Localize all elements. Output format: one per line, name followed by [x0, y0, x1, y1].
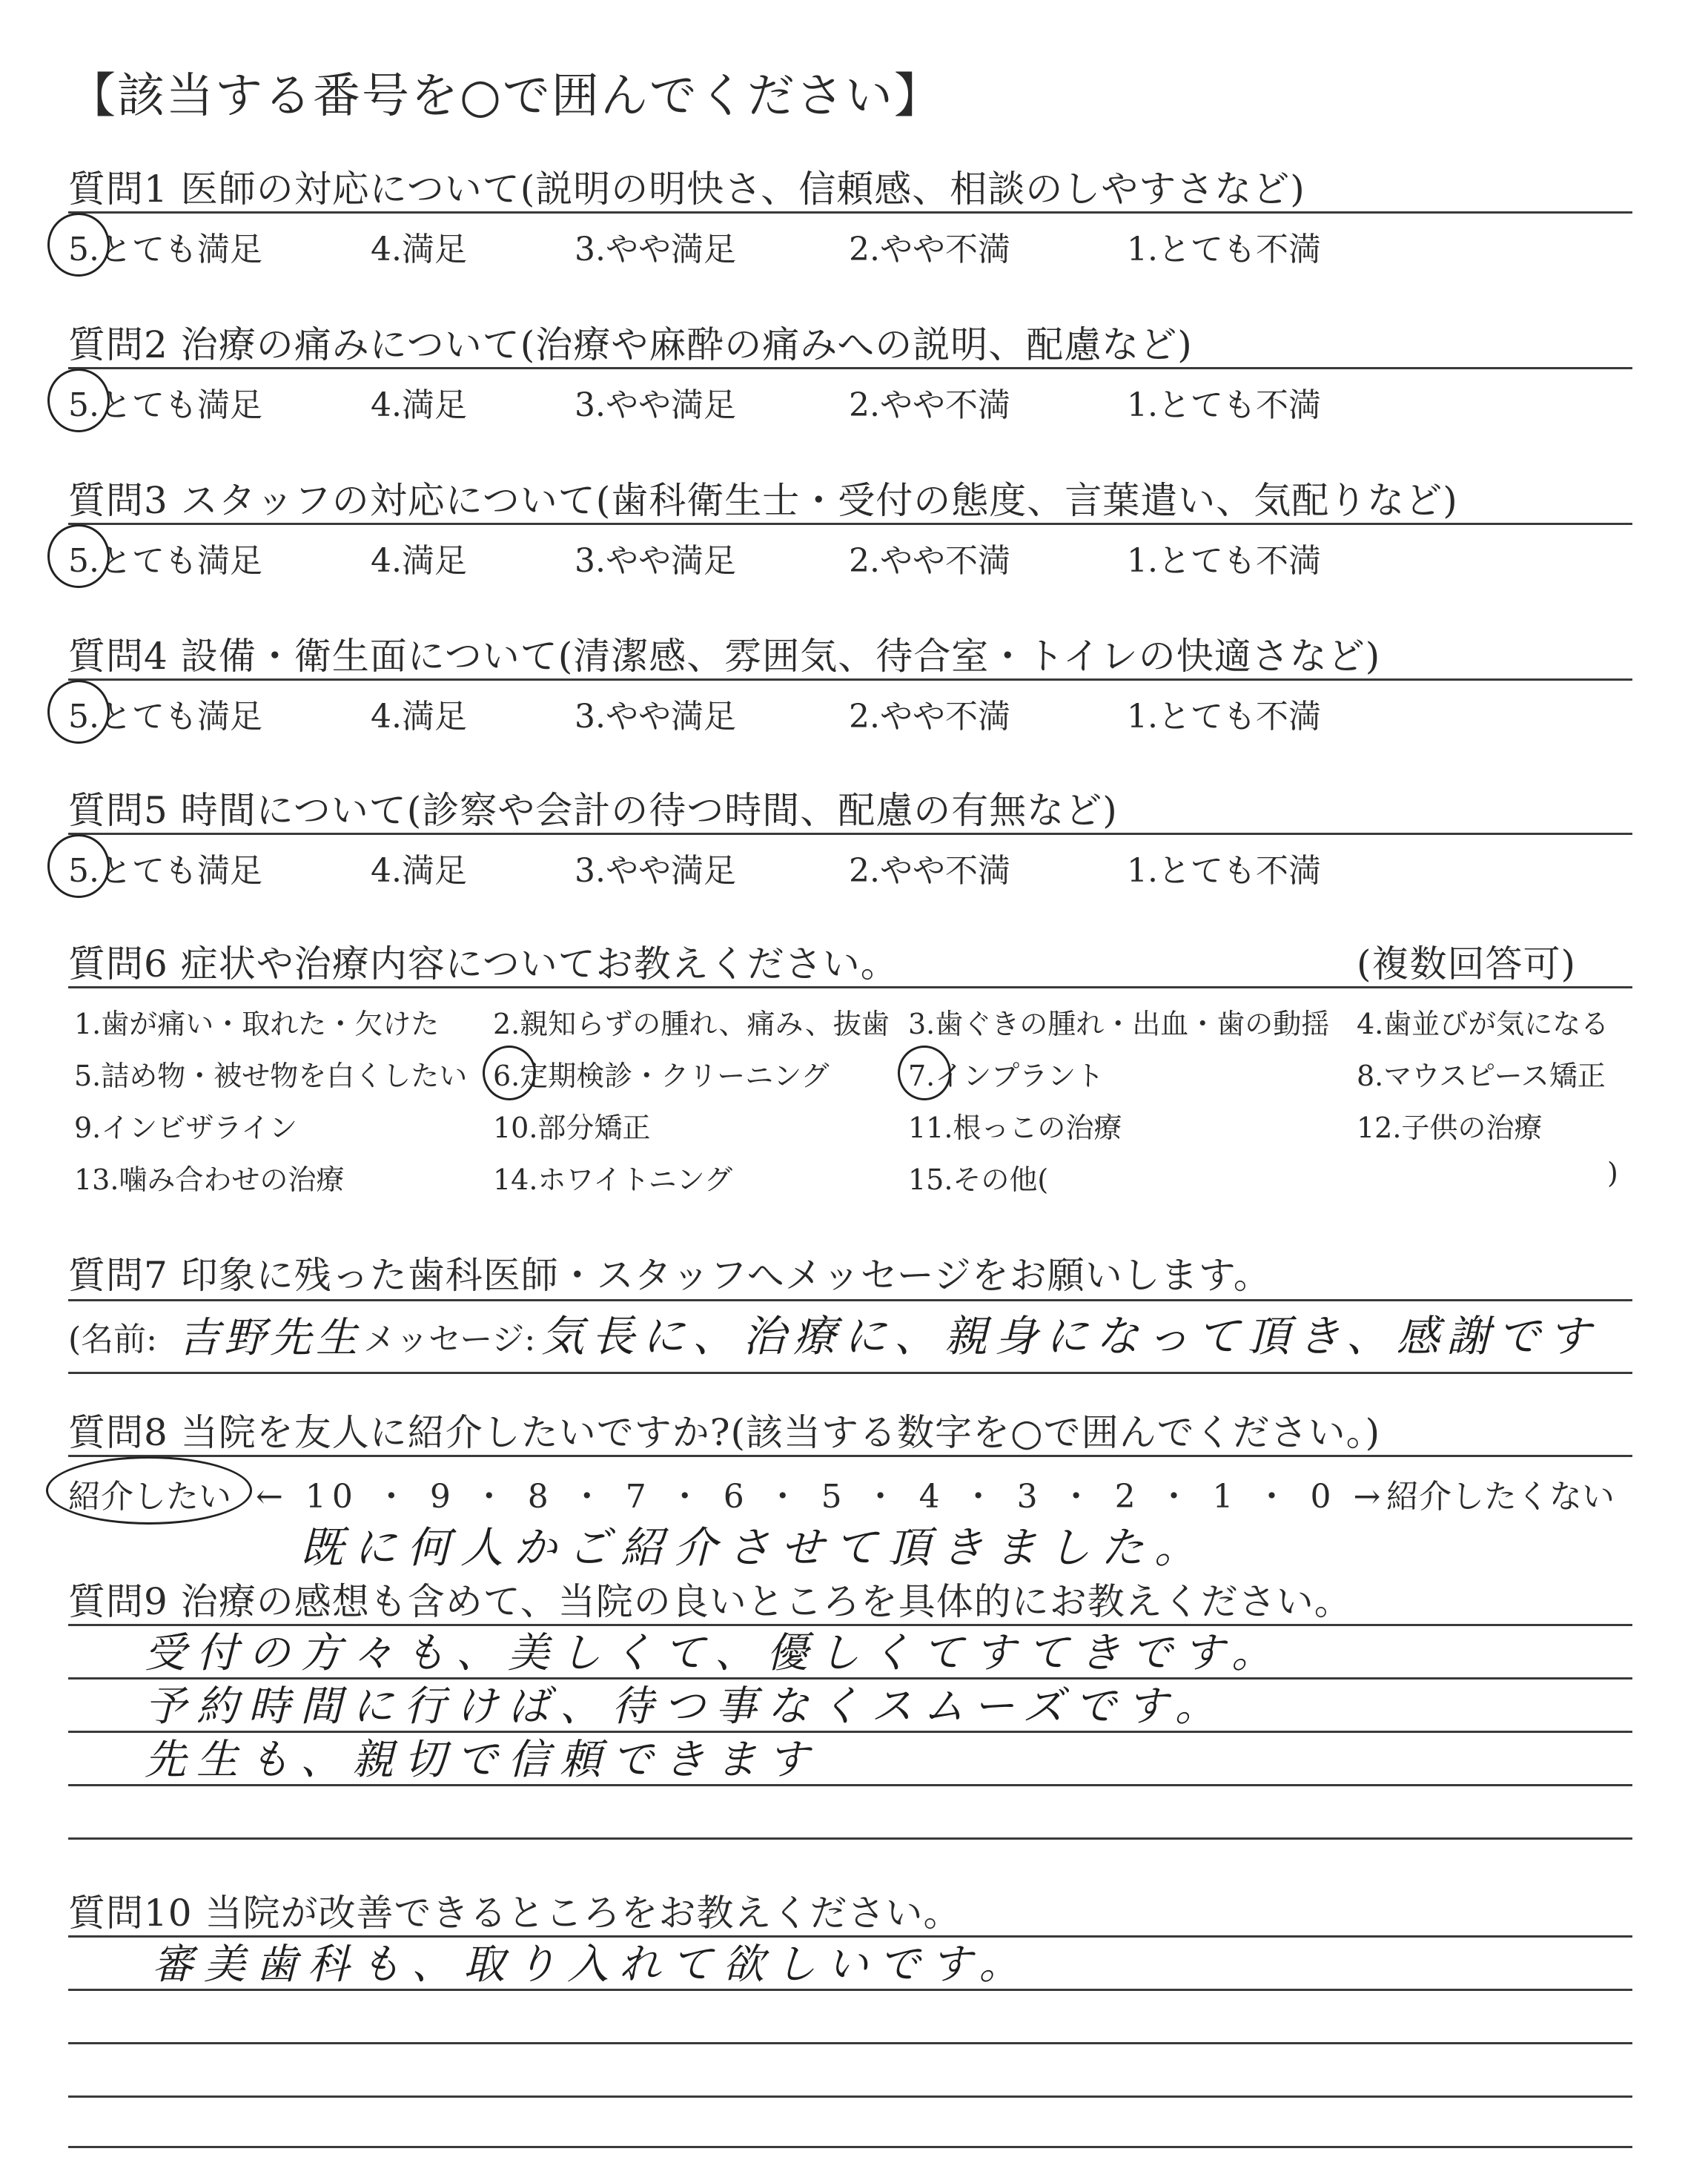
q7-name-value: 吉野先生 — [178, 1314, 362, 1362]
q8-left-label-circle — [46, 1456, 252, 1525]
q6-option-12[interactable]: 12.子供の治療 — [1357, 1112, 1543, 1144]
q6-other-close-paren: ) — [1607, 1157, 1618, 1189]
q7-bottom-rule — [68, 1372, 1632, 1374]
q6-option-11[interactable]: 11.根っこの治療 — [908, 1112, 1122, 1144]
q4-option-2[interactable]: 2.やや不満 — [849, 698, 1010, 736]
q10-rule-4 — [68, 2095, 1632, 2098]
q4-option-4[interactable]: 4.満足 — [371, 698, 467, 736]
q6-option-15[interactable]: 15.その他( — [908, 1163, 1049, 1196]
q3-selection-circle — [47, 524, 110, 588]
q6-option-3[interactable]: 3.歯ぐきの腫れ・出血・歯の動揺 — [908, 1008, 1330, 1040]
q2-option-1[interactable]: 1.とても不満 — [1127, 386, 1321, 424]
q3-option-1[interactable]: 1.とても不満 — [1127, 542, 1321, 580]
q5-selection-circle — [47, 834, 110, 898]
q5-option-4[interactable]: 4.満足 — [371, 852, 467, 890]
q1-selection-circle — [47, 213, 110, 277]
q9-answer-1: 受付の方々も、美しくて、優しくてすてきです。 — [145, 1629, 1284, 1677]
q6-selection-circle-7 — [898, 1046, 951, 1100]
q8-scale: ← 10 ・ 9 ・ 8 ・ 7 ・ 6 ・ 5 ・ 4 ・ 3 ・ 2 ・ 1 ・ 0 → — [256, 1478, 1387, 1516]
q5-rule — [68, 833, 1632, 835]
q6-option-13[interactable]: 13.噛み合わせの治療 — [74, 1163, 345, 1196]
q1-title: 質問1 医師の対応について(説明の明快さ、信頼感、相談のしやすさなど) — [68, 168, 1305, 211]
q8-title: 質問8 当院を友人に紹介したいですか?(該当する数字を○で囲んでください。) — [68, 1411, 1381, 1454]
q1-option-1[interactable]: 1.とても不満 — [1127, 231, 1321, 268]
q1-rule — [68, 211, 1632, 214]
q3-option-4[interactable]: 4.満足 — [371, 542, 467, 580]
q4-title: 質問4 設備・衛生面について(清潔感、雰囲気、待合室・トイレの快適さなど) — [68, 635, 1381, 678]
q6-option-4[interactable]: 4.歯並びが気になる — [1357, 1008, 1609, 1040]
q9-rule-5 — [68, 1837, 1632, 1840]
q2-option-5[interactable]: 5.とても満足 — [68, 386, 262, 424]
q2-option-4[interactable]: 4.満足 — [371, 386, 467, 424]
q6-title: 質問6 症状や治療内容についてお教えください。 — [68, 942, 898, 985]
q5-option-2[interactable]: 2.やや不満 — [849, 852, 1010, 890]
q4-selection-circle — [47, 680, 110, 744]
q8-right-label: 紹介したくない — [1386, 1478, 1615, 1516]
q8-rule — [68, 1455, 1632, 1457]
q10-rule-3 — [68, 2042, 1632, 2044]
q2-selection-circle — [47, 369, 110, 432]
q6-rule — [68, 986, 1632, 988]
q6-option-6[interactable]: 6.定期検診・クリーニング — [493, 1060, 830, 1092]
q5-option-1[interactable]: 1.とても不満 — [1127, 852, 1321, 890]
q10-answer-1: 審美歯科も、取り入れて欲しいです。 — [152, 1941, 1031, 1989]
q10-rule-5 — [68, 2146, 1632, 2148]
q6-selection-circle-6 — [483, 1046, 536, 1100]
q3-title: 質問3 スタッフの対応について(歯科衛生士・受付の態度、言葉遣い、気配りなど) — [68, 479, 1458, 522]
q4-option-3[interactable]: 3.やや満足 — [575, 698, 736, 736]
q3-option-3[interactable]: 3.やや満足 — [575, 542, 736, 580]
q7-name-label: (名前: — [68, 1321, 157, 1358]
q6-option-14[interactable]: 14.ホワイトニング — [493, 1163, 733, 1196]
q6-option-8[interactable]: 8.マウスピース矯正 — [1357, 1060, 1606, 1092]
q2-rule — [68, 367, 1632, 369]
q6-option-7[interactable]: 7.インプラント — [908, 1060, 1105, 1092]
q10-title: 質問10 当院が改善できるところをお教えください。 — [68, 1892, 961, 1935]
q3-option-2[interactable]: 2.やや不満 — [849, 542, 1010, 580]
q7-message-label: メッセージ: — [363, 1321, 536, 1358]
q5-option-5[interactable]: 5.とても満足 — [68, 852, 262, 890]
q6-note: (複数回答可) — [1357, 942, 1577, 985]
q3-option-5[interactable]: 5.とても満足 — [68, 542, 262, 580]
q9-answer-3: 先生も、親切で信頼できます — [145, 1736, 819, 1784]
q7-message-value: 気長に、治療に、親身になって頂き、感謝です — [541, 1311, 1598, 1361]
q6-option-10[interactable]: 10.部分矯正 — [493, 1112, 651, 1144]
q1-option-3[interactable]: 3.やや満足 — [575, 231, 736, 268]
page-heading: 【該当する番号を○で囲んでください】 — [68, 69, 943, 124]
q8-handwritten: 既に何人かご紹介させて頂きました。 — [300, 1522, 1208, 1573]
q2-option-3[interactable]: 3.やや満足 — [575, 386, 736, 424]
q6-option-9[interactable]: 9.インビザライン — [74, 1112, 298, 1144]
q8-left-label: 紹介したい — [68, 1478, 231, 1516]
q4-option-1[interactable]: 1.とても不満 — [1127, 698, 1321, 736]
q6-option-2[interactable]: 2.親知らずの腫れ、痛み、抜歯 — [493, 1008, 890, 1040]
q1-option-5[interactable]: 5.とても満足 — [68, 231, 262, 268]
q2-option-2[interactable]: 2.やや不満 — [849, 386, 1010, 424]
q9-title: 質問9 治療の感想も含めて、当院の良いところを具体的にお教えください。 — [68, 1580, 1352, 1623]
q3-rule — [68, 523, 1632, 525]
q1-option-4[interactable]: 4.満足 — [371, 231, 467, 268]
q1-option-2[interactable]: 2.やや不満 — [849, 231, 1010, 268]
q5-title: 質問5 時間について(診察や会計の待つ時間、配慮の有無など) — [68, 789, 1118, 832]
q5-option-3[interactable]: 3.やや満足 — [575, 852, 736, 890]
q7-title: 質問7 印象に残った歯科医師・スタッフへメッセージをお願いします。 — [68, 1254, 1271, 1297]
q4-option-5[interactable]: 5.とても満足 — [68, 698, 262, 736]
q6-option-1[interactable]: 1.歯が痛い・取れた・欠けた — [74, 1008, 440, 1040]
q9-answer-2: 予約時間に行けば、待つ事なくスムーズです。 — [145, 1682, 1227, 1731]
q6-option-5[interactable]: 5.詰め物・被せ物を白くしたい — [74, 1060, 468, 1092]
q2-title: 質問2 治療の痛みについて(治療や麻酔の痛みへの説明、配慮など) — [68, 323, 1193, 366]
q4-rule — [68, 678, 1632, 681]
